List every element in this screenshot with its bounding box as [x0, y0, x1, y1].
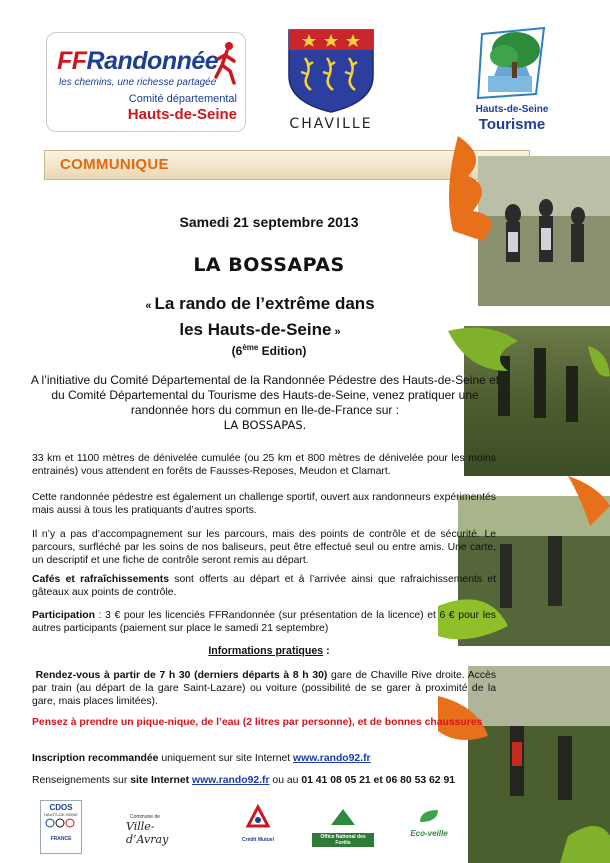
parcours-paragraph: Il n’y a pas d’accompagnement sur les parcours, mais des points de contrôle et de sécurité. Le parcours, surfléché par les soins de nos baliseurs, peut être effectué seul ou entre amis. Une carte, un descriptif et une fiche de contrôle seront remis au départ.: [32, 529, 496, 566]
tourisme-top-text: Hauts-de-Seine: [475, 104, 549, 115]
intro-paragraph: A l’initiative du Comité Départemental de la Randonnée Pédestre des Hauts-de-Seine et du Comité Départemental du Tourisme des Hauts-de-Seine, venez pratiquer une randonnée hors du commun en Ile-de-France sur : LA BOSSAPAS.: [30, 373, 500, 432]
ffr-tagline: les chemins, une richesse partagée: [59, 77, 217, 88]
challenge-paragraph: Cette randonnée pédestre est également un challenge sportif, ouvert aux randonneurs expérimentés mais aussi à tous les pratiquants d’autres sports.: [32, 492, 496, 516]
olympic-rings-icon: [41, 817, 79, 831]
equipment-alert: Pensez à prendre un pique-nique, de l’eau (2 litres par personne), et de bonnes chaussures: [32, 717, 483, 728]
event-date: Samedi 21 septembre 2013: [179, 214, 359, 230]
distance-paragraph: 33 km et 1100 mètres de dénivelée cumulée (ou 25 km et 800 mètres de dénivelée pour les moins entrainés) vous attendent en forêts de Fausses-Reposes, Meudon et Clamart.: [32, 453, 496, 477]
credit-mutuel-logo: Crédit Mutuel: [232, 804, 284, 843]
subtitle-line-2: les Hauts-de-Seine: [179, 320, 332, 339]
cafes-paragraph: Cafés et rafraîchissements sont offerts au départ et à l’arrivée ainsi que rafraichissements et gâteaux aux points de contrôle.: [32, 574, 496, 598]
inscription-paragraph: Inscription recommandée uniquement sur site Internet www.rando92.fr: [32, 753, 371, 764]
info-heading: Informations pratiques :: [208, 645, 330, 657]
renseignements-paragraph: Renseignements sur site Internet www.rando92.fr ou au 01 41 08 05 21 et 06 80 53 62 91: [32, 775, 456, 786]
subtitle-line-1: La rando de l’extrême dans: [154, 294, 375, 313]
event-title: LA BOSSAPAS: [193, 254, 345, 276]
tourisme-bottom-text: Tourisme: [478, 116, 546, 133]
communique-label: COMMUNIQUE: [60, 156, 169, 173]
ffrandonnee-logo: [46, 32, 246, 132]
eco-veille-logo: Eco-veille: [402, 808, 456, 838]
chaville-shield-icon: [279, 28, 383, 114]
chaville-logo: [279, 28, 383, 134]
rando92-link[interactable]: www.rando92.fr: [293, 753, 371, 764]
tree-icon: [452, 26, 572, 102]
chaville-name: CHAVILLE: [289, 116, 373, 132]
onf-logo: Office National des Forêts: [312, 808, 374, 847]
walker-icon: [212, 41, 242, 85]
participation-paragraph: Participation : 3 € pour les licenciés FFRandonnée (sur présentation de la licence) et 6 € pour les autres participants (paiement sur place le samedi 21 septembre): [32, 610, 496, 634]
event-subtitle: « La rando de l’extrême dans les Hauts-de-Seine »: [145, 294, 375, 339]
phone-numbers: 01 41 08 05 21 et 06 80 53 62 91: [301, 775, 456, 786]
rando92-link-2[interactable]: www.rando92.fr: [191, 775, 270, 786]
hds-tourisme-logo: [452, 26, 572, 136]
credit-mutuel-icon: [244, 804, 272, 832]
ffr-hauts-de-seine: Hauts-de-Seine: [127, 106, 237, 123]
ville-davray-logo: Commune de Ville-d’Avray: [126, 814, 169, 846]
onf-tree-icon: [328, 808, 358, 828]
edition-label: (6ème Edition): [231, 343, 307, 358]
rendezvous-paragraph: Rendez-vous à partir de 7 h 30 (derniers départs à 8 h 30) gare de Chaville Rive droite. Accès par train (au départ de la gare Saint-Lazare) ou voiture (possibilité de se garer à proximité de la gare, mais places limitées).: [32, 670, 497, 707]
leaf-icon: [416, 808, 442, 824]
ffr-comite: Comité départemental: [128, 93, 237, 105]
ffr-wordmark: FFRandonnée: [57, 47, 219, 75]
cdos-logo: CDOS HAUTS-DE-SEINE FRANCE: [40, 800, 82, 854]
intro-event-name: LA BOSSAPAS.: [223, 418, 307, 432]
